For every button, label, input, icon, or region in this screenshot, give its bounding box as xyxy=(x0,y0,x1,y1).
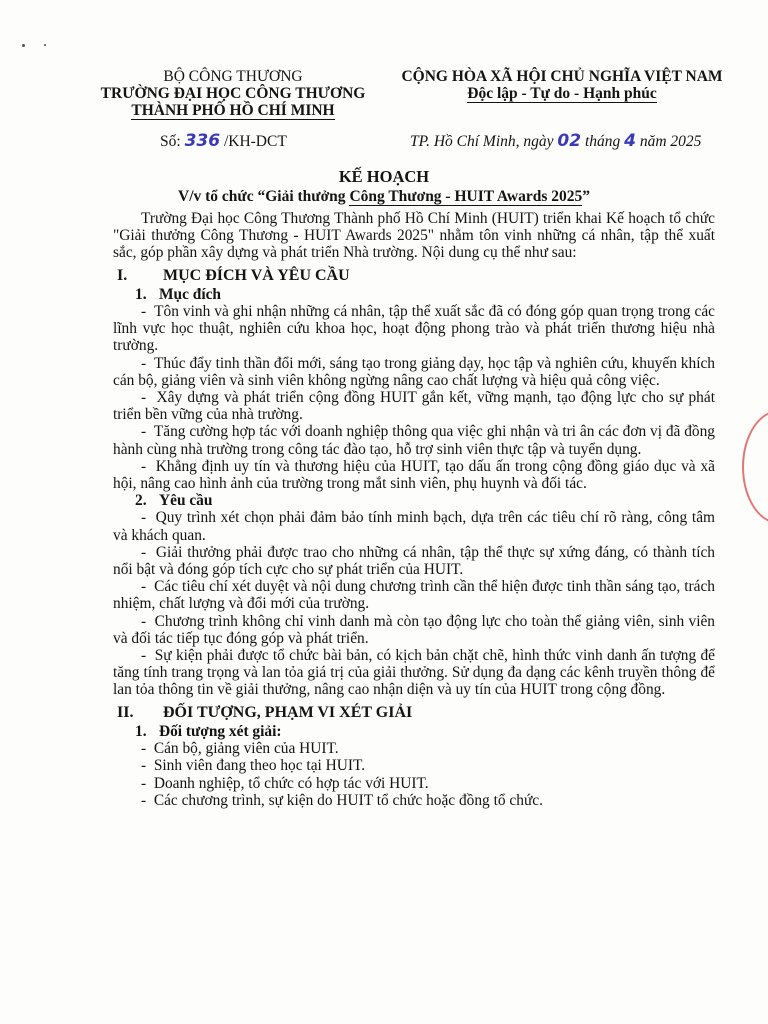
bullet-item: - Cán bộ, giảng viên của HUIT. xyxy=(141,740,339,758)
ministry-name: BỘ CÔNG THƯƠNG xyxy=(163,68,303,85)
subsection-title: Đối tượng xét giải: xyxy=(159,722,282,740)
document-number-handwritten: 336 xyxy=(184,131,221,151)
bullet-item: - Chương trình không chỉ vinh danh mà còn tạo động lực cho toàn thể giảng viên, sinh viên và đối tác tiếp tục đóng góp và phát triển. xyxy=(113,612,715,647)
date-year: năm 2025 xyxy=(639,133,702,150)
section-heading xyxy=(113,704,715,721)
bullet-item: - Tôn vinh và ghi nhận những cá nhân, tập thể xuất sắc đã có đóng góp quan trọng trong các lĩnh vực học thuật, nghiên cứu khoa học, hoạt động phong trào và phát triển thương hiệu nhà trường. xyxy=(113,303,715,355)
red-seal-stamp xyxy=(742,410,768,524)
university-city: THÀNH PHỐ HỒ CHÍ MINH xyxy=(131,102,335,119)
bullet-item: - Quy trình xét chọn phải đảm bảo tính minh bạch, dựa trên các tiêu chí rõ ràng, công tâm và khách quan. xyxy=(113,509,715,544)
subsection-title: Yêu cầu xyxy=(159,492,213,510)
bullet-item: - Doanh nghiệp, tổ chức có hợp tác với HUIT. xyxy=(141,774,429,792)
bullet-text: Chương trình không chỉ vinh danh mà còn tạo động lực cho toàn thể giảng viên, sinh viên và đối tác tiếp tục đóng góp và phát triển. xyxy=(113,612,715,647)
subtitle-underlined: Công Thương - HUIT Awards 2025 xyxy=(349,188,583,205)
bullet-text: Sự kiện phải được tổ chức bài bản, có kịch bản chặt chẽ, hình thức vinh danh ấn tượng để tăng tính trang trọng và lan tỏa giá trị của giải thưởng. Sử dụng đa dạng các kênh truyền thông để lan tỏa thông tin về giải thưởng, nâng cao nhận diện và uy tín của HUIT trong cộng đồng. xyxy=(113,647,715,699)
date-prefix: TP. Hồ Chí Minh, ngày xyxy=(410,133,554,150)
subsection-number: 1. xyxy=(135,285,147,303)
subsection-number: 1. xyxy=(135,722,147,740)
bullet-item: - Các tiêu chí xét duyệt và nội dung chương trình cần thể hiện được tinh thần sáng tạo, trách nhiệm, chất lượng và đổi mới của trường. xyxy=(113,578,715,613)
document-body xyxy=(113,210,715,809)
issuer-block xyxy=(68,68,398,120)
subsection-heading xyxy=(113,723,715,740)
bullet-item: - Xây dựng và phát triển cộng đồng HUIT gắn kết, vững mạnh, tạo động lực cho sự phát triển bền vững của nhà trường. xyxy=(113,389,715,424)
bullet-item: - Giải thưởng phải được trao cho những cá nhân, tập thể thực sự xứng đáng, có thành tích nổi bật và đóng góp tích cực cho sự phát triển của HUIT. xyxy=(113,543,715,579)
bullet-item: - Sự kiện phải được tổ chức bài bản, có kịch bản chặt chẽ, hình thức vinh danh ấn tượng để tăng tính trang trọng và lan tỏa giá trị của giải thưởng. Sử dụng đa dạng các kênh truyền thông để lan tỏa thông tin về giải thưởng, nâng cao nhận diện và uy tín của HUIT trong cộng đồng. xyxy=(113,647,715,699)
university-name: TRƯỜNG ĐẠI HỌC CÔNG THƯƠNG xyxy=(100,85,366,102)
bullet-text: Tôn vinh và ghi nhận những cá nhân, tập thể xuất sắc đã có đóng góp quan trọng trong các lĩnh vực học thuật, nghiên cứu khoa học, hoạt động phong trào và phát triển thương hiệu nhà trường. xyxy=(113,303,715,355)
bullet-text: Xây dựng và phát triển cộng đồng HUIT gắn kết, vững mạnh, tạo động lực cho sự phát triển bền vững của nhà trường. xyxy=(113,389,715,424)
scan-speck xyxy=(44,44,46,46)
subsection-number: 2. xyxy=(135,492,147,510)
document-number-label: Số: xyxy=(160,133,181,150)
national-motto: Độc lập - Tự do - Hạnh phúc xyxy=(467,85,657,102)
bullet-text: Các tiêu chí xét duyệt và nội dung chương trình cần thể hiện được tinh thần sáng tạo, trách nhiệm, chất lượng và đổi mới của trường. xyxy=(113,578,715,613)
bullet-text: Quy trình xét chọn phải đảm bảo tính minh bạch, dựa trên các tiêu chí rõ ràng, công tâm và khách quan. xyxy=(113,509,715,544)
subtitle-suffix: ” xyxy=(582,188,590,205)
subsection-heading xyxy=(113,286,715,303)
section-title: ĐỐI TƯỢNG, PHẠM VI XÉT GIẢI xyxy=(163,703,413,721)
section-number: I. xyxy=(117,266,128,284)
scan-speck xyxy=(22,44,25,47)
bullet-text: Các chương trình, sự kiện do HUIT tổ chức hoặc đồng tổ chức. xyxy=(153,791,543,809)
section-heading xyxy=(113,267,715,284)
document-number xyxy=(160,131,287,151)
bullet-item: - Thúc đẩy tinh thần đổi mới, sáng tạo trong giảng dạy, học tập và nghiên cứu, khuyến khích cán bộ, giảng viên và sinh viên không ngừng nâng cao chất lượng và hiệu quả công việc. xyxy=(113,354,716,389)
document-title: KẾ HOẠCH xyxy=(338,167,430,186)
date-day-handwritten: 02 xyxy=(557,131,582,151)
bullet-item: - Sinh viên đang theo học tại HUIT. xyxy=(141,757,366,775)
date-month-label: tháng xyxy=(584,133,621,150)
bullet-item: - Tăng cường hợp tác với doanh nghiệp thông qua việc ghi nhận và tri ân các đơn vị đã đồng hành cùng nhà trường trong công tác đào tạo, hỗ trợ sinh viên thực tập và tuyển dụng. xyxy=(113,423,715,458)
bullet-text: Sinh viên đang theo học tại HUIT. xyxy=(153,757,366,775)
document-date xyxy=(410,131,701,151)
bullet-text: Khẳng định uy tín và thương hiệu của HUIT, tạo dấu ấn trong cộng đồng giáo dục và xã hội, nâng cao hình ảnh của trường trong mắt sinh viên, phụ huynh và đối tác. xyxy=(113,457,715,493)
date-month-handwritten: 4 xyxy=(624,131,636,151)
bullet-text: Tăng cường hợp tác với doanh nghiệp thông qua việc ghi nhận và tri ân các đơn vị đã đồng hành cùng nhà trường trong công tác đào tạo, hỗ trợ sinh viên thực tập và tuyển dụng. xyxy=(113,423,715,458)
subsection-title: Mục đích xyxy=(159,285,221,303)
section-number: II. xyxy=(117,703,134,721)
bullet-text: Doanh nghiệp, tổ chức có hợp tác với HUIT. xyxy=(153,774,429,792)
document-subtitle xyxy=(0,188,768,206)
intro-paragraph: Trường Đại học Công Thương Thành phố Hồ Chí Minh (HUIT) triển khai Kế hoạch tổ chức "Giải thưởng Công Thương - HUIT Awards 2025" nhằm tôn vinh những cá nhân, tập thể xuất sắc, góp phần xây dựng và phát triển Nhà trường. Nội dung cụ thể như sau: xyxy=(113,210,715,262)
subtitle-prefix: V/v tổ chức “Giải thưởng xyxy=(178,188,350,205)
bullet-item: - Các chương trình, sự kiện do HUIT tổ chức hoặc đồng tổ chức. xyxy=(141,791,543,809)
document-number-suffix: /KH-DCT xyxy=(223,133,287,150)
country-name: CỘNG HÒA XÃ HỘI CHỦ NGHĨA VIỆT NAM xyxy=(401,68,723,85)
section-title: MỤC ĐÍCH VÀ YÊU CẦU xyxy=(163,266,350,284)
national-motto-block xyxy=(392,68,732,103)
bullet-text: Cán bộ, giảng viên của HUIT. xyxy=(153,740,339,758)
bullet-item: - Khẳng định uy tín và thương hiệu của HUIT, tạo dấu ấn trong cộng đồng giáo dục và xã hội, nâng cao hình ảnh của trường trong mắt sinh viên, phụ huynh và đối tác. xyxy=(113,457,715,493)
bullet-text: Thúc đẩy tinh thần đổi mới, sáng tạo trong giảng dạy, học tập và nghiên cứu, khuyến khích cán bộ, giảng viên và sinh viên không ngừng nâng cao chất lượng và hiệu quả công việc. xyxy=(113,354,716,389)
bullet-text: Giải thưởng phải được trao cho những cá nhân, tập thể thực sự xứng đáng, có thành tích nổi bật và đóng góp tích cực cho sự phát triển của HUIT. xyxy=(113,543,715,579)
subsection-heading xyxy=(113,492,715,509)
